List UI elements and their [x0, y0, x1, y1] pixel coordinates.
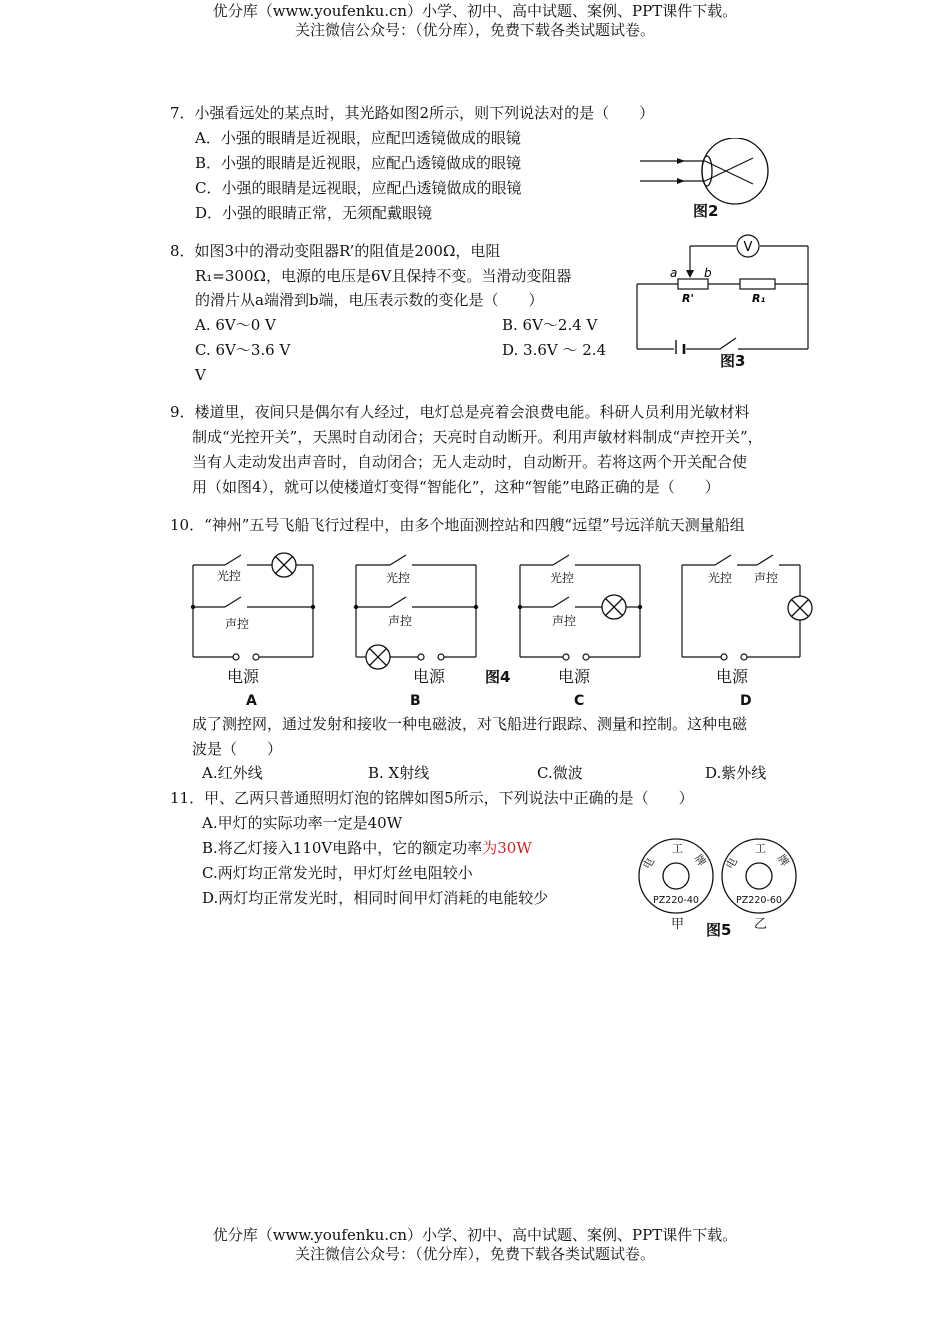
lamp-icon	[366, 645, 390, 669]
circuit-b-power-label: 电源	[413, 667, 446, 686]
circuit-a-letter: A	[246, 693, 257, 709]
q11-option-b	[202, 837, 532, 859]
q10-option-c: C.微波	[537, 764, 583, 782]
terminal-b-label: b	[704, 266, 712, 280]
circuit-c-sound-switch-label: 声控	[552, 614, 577, 628]
bulb-yi-brand-char-1: 电	[723, 855, 741, 872]
q10-option-d: D.紫外线	[705, 764, 767, 782]
bulb-jia-inner-ring	[663, 863, 689, 889]
q7-option-b: B．小强的眼睛是近视眼，应配凸透镜做成的眼镜	[195, 154, 522, 172]
q7-option-c: C．小强的眼睛是远视眼，应配凸透镜做成的眼镜	[195, 179, 522, 197]
q8-option-c: C. 6V～3.6 V	[195, 341, 291, 359]
resistor-r1	[740, 279, 775, 289]
header-line-1: 优分库（www.youfenku.cn）小学、初中、高中试题、案例、PPT课件下载。	[212, 2, 738, 20]
figure-4-circuits	[185, 545, 820, 710]
q7-option-a: A．小强的眼睛是近视眼，应配凹透镜做成的眼镜	[195, 129, 521, 147]
figure-2-label: 图2	[693, 202, 719, 220]
circuit-b-sound-switch-label: 声控	[388, 614, 413, 628]
q9-line-2: 制成“光控开关”，天黑时自动闭合；天亮时自动断开。利用声敏材料制成“声控开关”，	[192, 428, 763, 446]
bulb-jia-name: 甲	[671, 917, 685, 932]
q10-option-a: A.红外线	[202, 764, 263, 782]
q8-option-b: B. 6V～2.4 V	[502, 316, 598, 334]
figure-5-label: 图5	[706, 921, 732, 939]
bulb-jia-rating: PZ220-40	[653, 895, 699, 906]
lamp-icon	[602, 595, 626, 619]
q10-continuation-1: 成了测控网，通过发射和接收一种电磁波，对飞船进行跟踪、测量和控制。这种电磁	[192, 715, 748, 733]
rheostat-r-prime	[678, 279, 708, 289]
q8-stem-line-3: 的滑片从a端滑到b端，电压表示数的变化是（ ）	[195, 291, 544, 309]
circuit-b-light-switch-label: 光控	[386, 571, 411, 585]
circuit-d-sound-switch-label: 声控	[754, 571, 779, 585]
circuit-c-letter: C	[574, 693, 585, 709]
header-line-2: 关注微信公众号：（优分库），免费下载各类试题试卷。	[294, 21, 655, 39]
bulb-yi-inner-ring	[746, 863, 772, 889]
circuit-d-letter: D	[740, 693, 752, 709]
bulb-yi-brand-char-3: 牌	[774, 852, 792, 869]
footer-line-2: 关注微信公众号：（优分库），免费下载各类试题试卷。	[294, 1245, 655, 1263]
circuit-c-power-label: 电源	[558, 667, 591, 686]
bulb-yi-name: 乙	[754, 917, 768, 932]
footer-line-1: 优分库（www.youfenku.cn）小学、初中、高中试题、案例、PPT课件下载。	[212, 1226, 738, 1244]
circuit-b-letter: B	[410, 693, 421, 709]
q8-option-a: A. 6V～0 V	[195, 316, 276, 334]
figure-3-label: 图3	[720, 352, 746, 370]
q9-line-1: 9．楼道里，夜间只是偶尔有人经过，电灯总是亮着会浪费电能。科研人员利用光敏材料	[170, 403, 750, 421]
circuit-a-power-label: 电源	[227, 667, 260, 686]
slider-arrow-icon	[686, 270, 694, 278]
q8-option-d-wrap: V	[195, 366, 206, 384]
circuit-a-sound-switch-label: 声控	[225, 617, 250, 631]
q11-option-b-red-text: 为30W	[482, 839, 532, 857]
ray-arrow-icon	[677, 158, 685, 164]
bulb-jia-brand-char-3: 牌	[691, 852, 709, 869]
q11-option-c: C.两灯均正常发光时，甲灯灯丝电阻较小	[202, 864, 473, 882]
q8-stem-line-1: 8．如图3中的滑动变阻器R’的阻值是200Ω，电阻	[170, 242, 501, 260]
q7-stem: 7．小强看远处的某点时，其光路如图2所示，则下列说法对的是（ ）	[170, 104, 655, 122]
lamp-icon	[788, 596, 812, 620]
bulb-yi-rating: PZ220-60	[736, 895, 782, 906]
r-prime-label: R'	[682, 292, 694, 305]
terminal-a-label: a	[670, 266, 678, 280]
circuit-c-light-switch-label: 光控	[550, 571, 575, 585]
circuit-d-power-label: 电源	[716, 667, 749, 686]
q11-stem: 11．甲、乙两只普通照明灯泡的铭牌如图5所示，下列说法中正确的是（ ）	[170, 789, 694, 807]
circuit-a-light-switch-label: 光控	[217, 569, 242, 583]
q11-option-d: D.两灯均正常发光时，相同时间甲灯消耗的电能较少	[202, 889, 549, 907]
q8-option-d: D. 3.6V ～ 2.4	[502, 341, 607, 359]
q7-option-d: D．小强的眼睛正常，无须配戴眼镜	[195, 204, 433, 222]
q10-stem: 10．“神州”五号飞船飞行过程中，由多个地面测控站和四艘“远望”号远洋航天测量船组	[170, 516, 745, 534]
q8-stem-line-2: R₁=300Ω，电源的电压是6V且保持不变。当滑动变阻器	[195, 267, 572, 285]
q9-line-4: 用（如图4），就可以使楼道灯变得“智能化”，这种“智能”电路正确的是（ ）	[192, 478, 720, 496]
switch-icon	[720, 338, 736, 349]
figure-3-circuit	[630, 232, 815, 354]
ray-arrow-icon	[677, 178, 685, 184]
q10-continuation-2: 波是（ ）	[192, 740, 283, 758]
r1-label: R₁	[752, 292, 766, 305]
q11-option-b-text: B.将乙灯接入110V电路中，它的额定功率	[202, 839, 483, 857]
circuit-d-light-switch-label: 光控	[708, 571, 733, 585]
lamp-icon	[272, 553, 296, 577]
q11-option-a: A.甲灯的实际功率一定是40W	[202, 814, 403, 832]
figure-4-label: 图4	[485, 668, 511, 686]
q9-line-3: 当有人走动发出声音时，自动闭合；无人走动时，自动断开。若将这两个开关配合使	[192, 453, 748, 471]
q10-option-b: B. X射线	[368, 764, 430, 782]
bulb-yi-brand-char-2: 工	[755, 842, 766, 855]
bulb-jia-brand-char-1: 电	[640, 855, 658, 872]
bulb-jia-brand-char-2: 工	[672, 842, 683, 855]
voltmeter-symbol: V	[743, 240, 753, 255]
